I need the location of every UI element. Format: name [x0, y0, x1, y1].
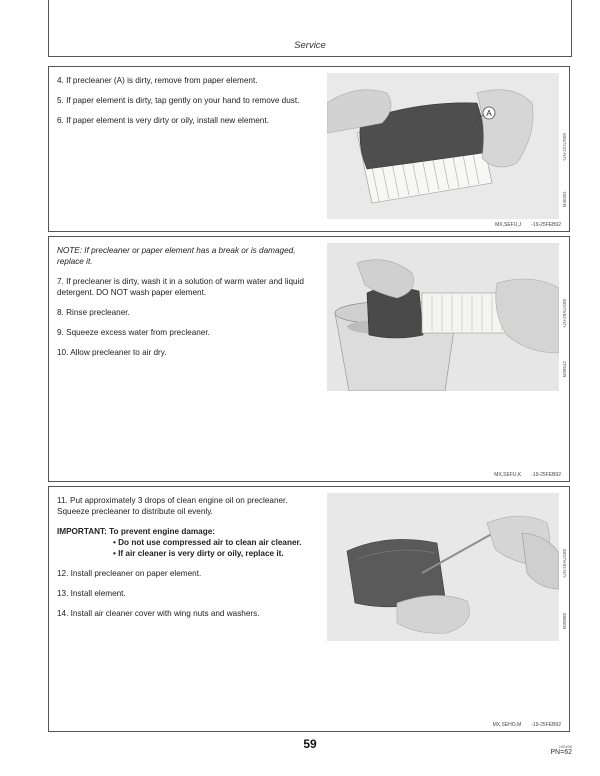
important-bullet-2: • If air cleaner is very dirty or oily, replace it.	[113, 549, 284, 558]
ref-code: MX,SEFU,K	[494, 472, 522, 478]
step-4: 4. If precleaner (A) is dirty, remove from paper element.	[57, 76, 258, 85]
callout-a: A	[486, 109, 492, 118]
hand-left	[397, 595, 470, 633]
important-label: IMPORTANT:	[57, 527, 107, 536]
section-text	[57, 495, 317, 628]
section-precleaner-wash	[48, 236, 570, 482]
ref-code: MX,SEFU,J	[495, 222, 522, 228]
step-10: 10. Allow precleaner to air dry.	[57, 348, 167, 357]
ref-date: -19-25FEB92	[531, 222, 561, 228]
page-header-title: Service	[294, 40, 326, 51]
photo-code-bottom: M38542	[562, 361, 567, 378]
photo-code-top: -UN-25AUG88	[562, 549, 567, 579]
footer-small-code: 240496	[558, 744, 572, 749]
ref-date: -19-25FEB92	[531, 472, 561, 478]
photo-illustration	[327, 73, 559, 219]
step-13: 13. Install element.	[57, 589, 126, 598]
section-text	[57, 75, 317, 135]
step-12: 12. Install precleaner on paper element.	[57, 569, 202, 578]
photo-precleaner-removal	[327, 73, 559, 219]
step-14: 14. Install air cleaner cover with wing nuts and washers.	[57, 609, 260, 618]
step-6: 6. If paper element is very dirty or oily, install new element.	[57, 116, 269, 125]
section-precleaner-removal	[48, 66, 570, 232]
photo-code-top: -UN-29AUG88	[562, 299, 567, 329]
page-number: 59	[303, 737, 317, 751]
photo-code-top: -UN-22JUN90	[562, 133, 567, 162]
important-bullet-1: • Do not use compressed air to clean air cleaner.	[113, 538, 302, 547]
photo-illustration	[327, 243, 559, 391]
photo-precleaner-wash	[327, 243, 559, 391]
footer-pn: PN=62	[550, 749, 572, 756]
step-5: 5. If paper element is dirty, tap gently on your hand to remove dust.	[57, 96, 300, 105]
ref-date: -19-25FEB92	[531, 722, 561, 728]
photo-illustration	[327, 493, 559, 641]
note-damage: NOTE: If precleaner or paper element has a break or is damaged, replace it.	[57, 246, 296, 266]
section-text	[57, 245, 317, 367]
section-reference	[485, 222, 561, 228]
important-warning	[57, 526, 317, 559]
section-reference	[483, 722, 561, 728]
step-9: 9. Squeeze excess water from precleaner.	[57, 328, 210, 337]
photo-code-bottom: M40361	[562, 191, 567, 208]
section-precleaner-oil	[48, 486, 570, 732]
step-11: 11. Put approximately 3 drops of clean engine oil on precleaner. Squeeze precleaner to distribute oil evenly.	[57, 496, 288, 516]
photo-code-bottom: M30888	[562, 613, 567, 630]
step-7: 7. If precleaner is dirty, wash it in a solution of warm water and liquid detergent. DO NOT wash paper element.	[57, 277, 304, 297]
photo-precleaner-oil	[327, 493, 559, 641]
important-heading: To prevent engine damage:	[109, 527, 216, 536]
ref-code: MX,SEHO,M	[492, 722, 522, 728]
step-8: 8. Rinse precleaner.	[57, 308, 130, 317]
section-reference	[484, 472, 561, 478]
